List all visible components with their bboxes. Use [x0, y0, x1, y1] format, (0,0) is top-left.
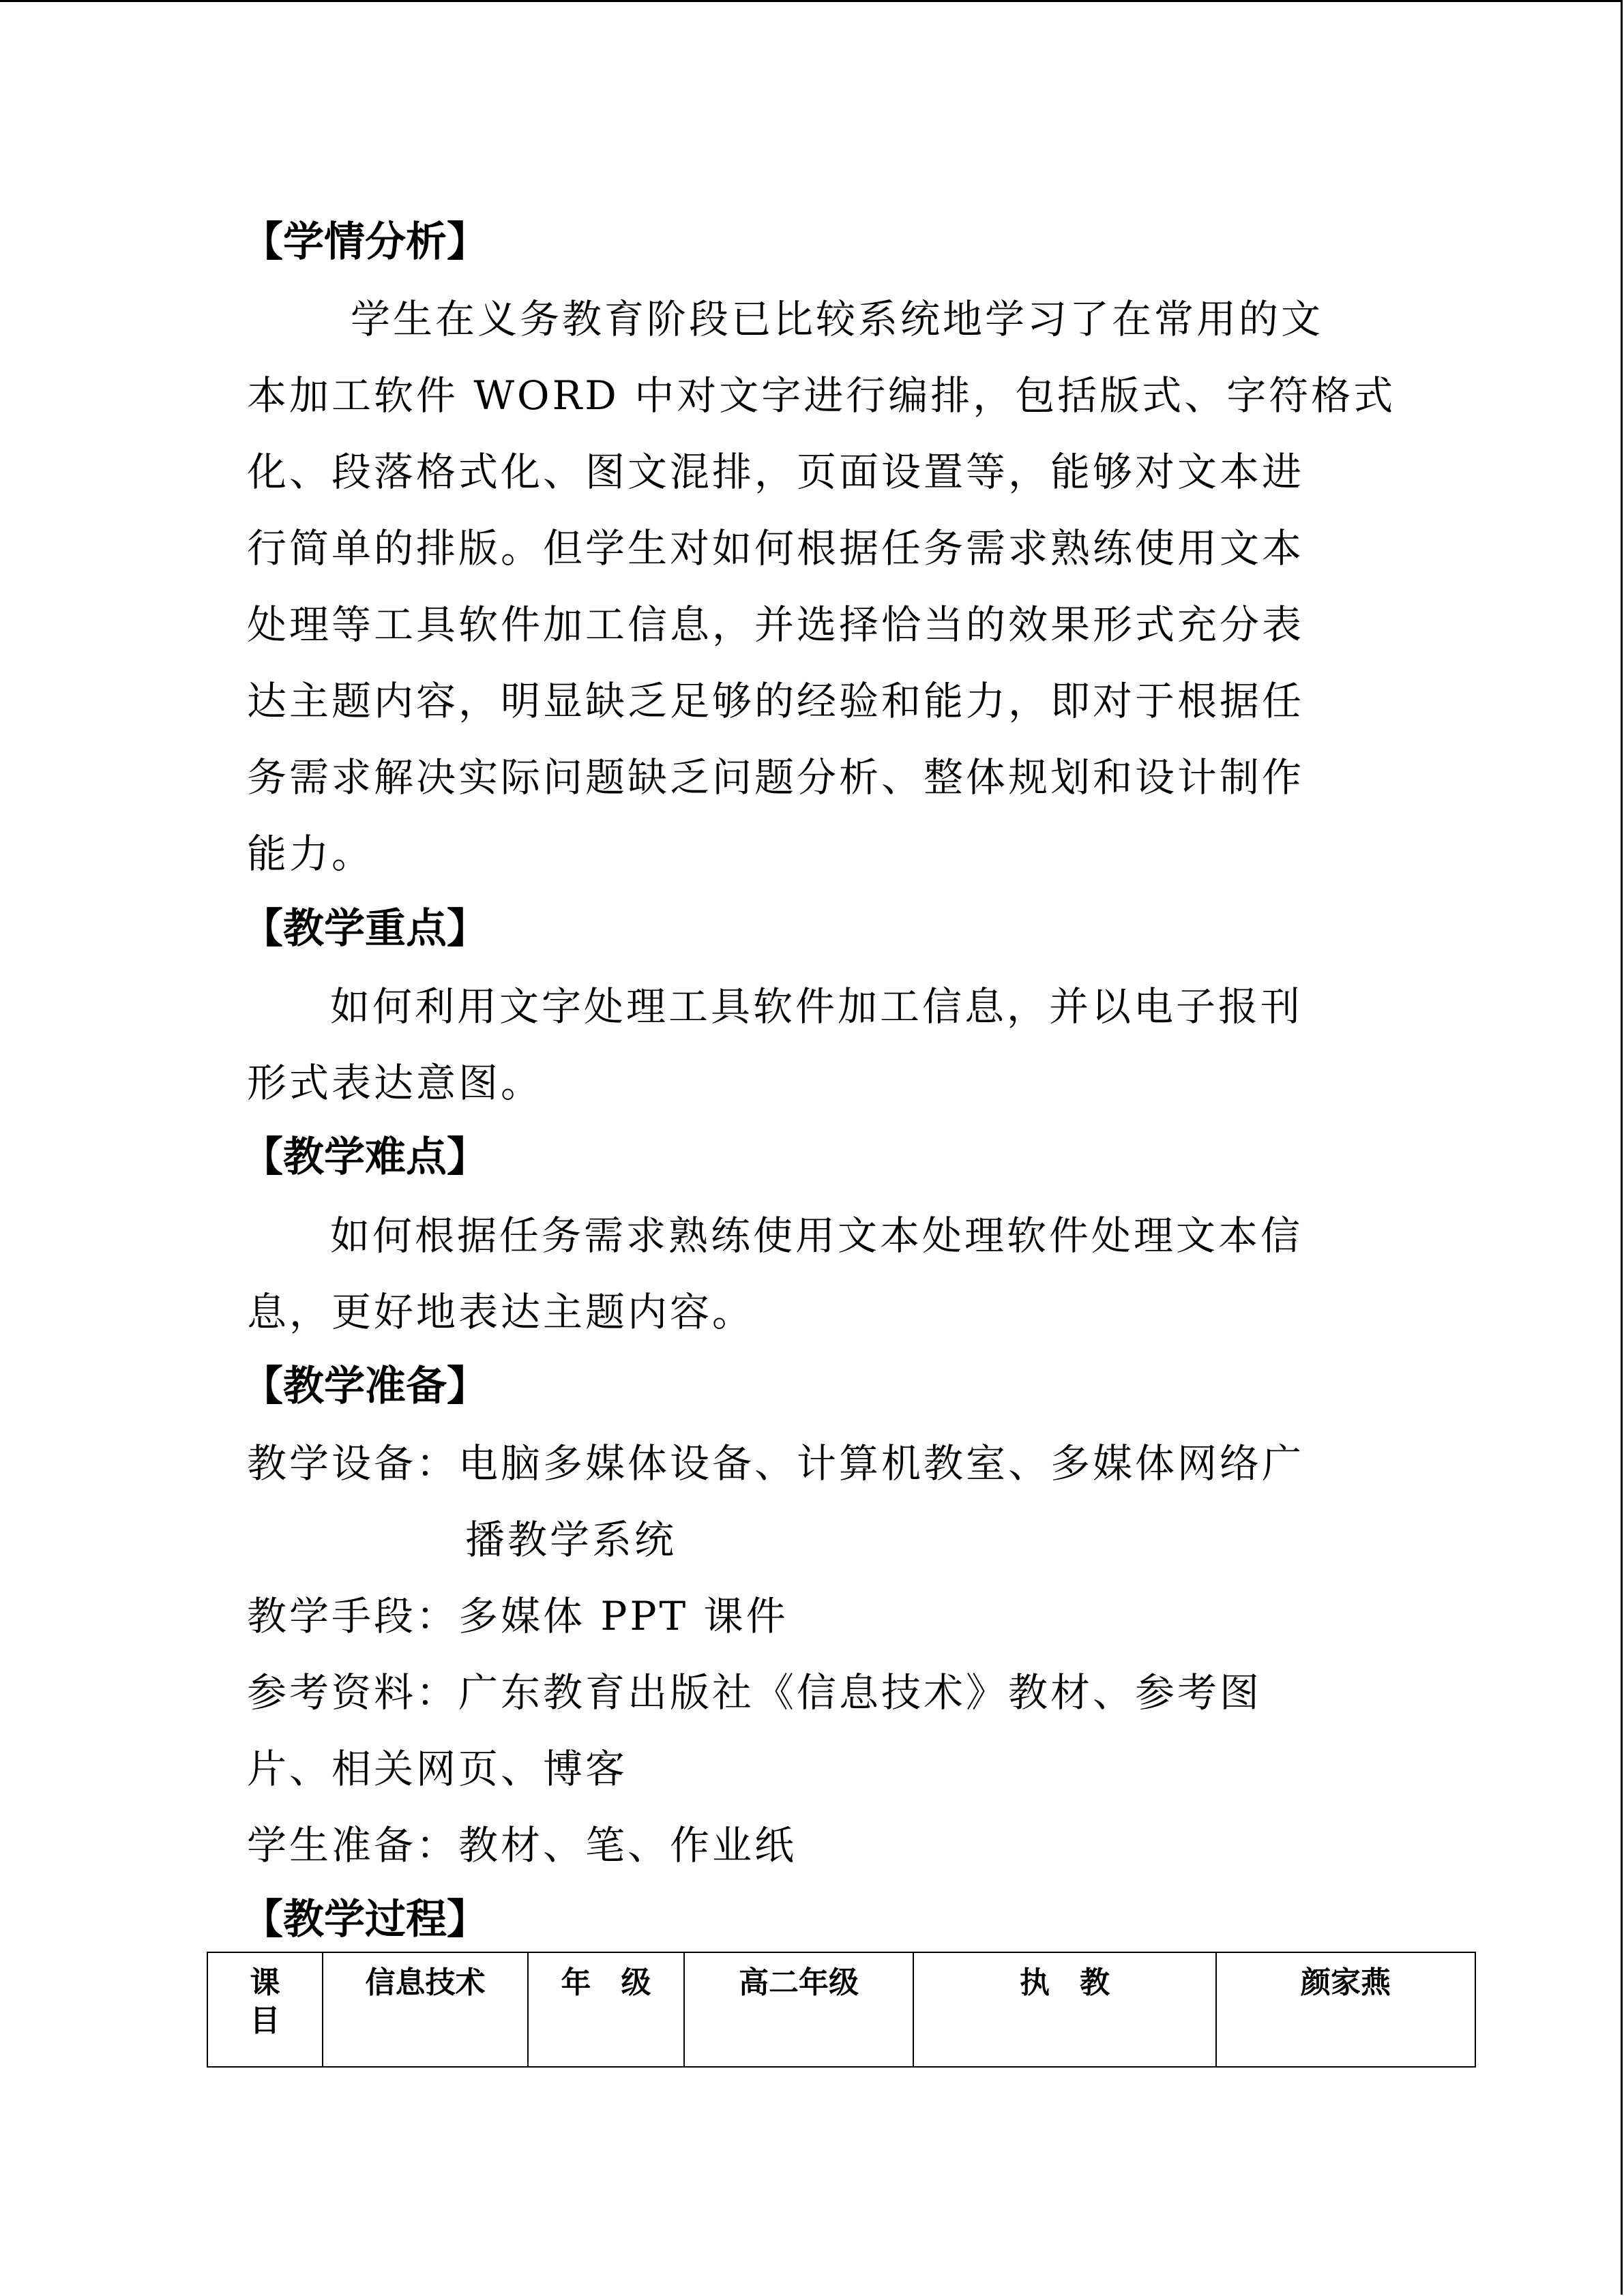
analysis-line-1: 学生在义务教育阶段已比较系统地学习了在常用的文 — [351, 296, 1324, 342]
subject-label: 课目 — [250, 1965, 280, 2038]
analysis-line-7: 务需求解决实际问题缺乏问题分析、整体规划和设计制作 — [247, 754, 1305, 801]
preparation-heading: 【教学准备】 — [242, 1362, 488, 1410]
preparation-means: 教学手段：多媒体 PPT 课件 — [247, 1593, 788, 1639]
key-points-line-1: 如何利用文字处理工具软件加工信息，并以电子报刊 — [330, 983, 1303, 1030]
analysis-line-4: 行简单的排版。但学生对如何根据任务需求熟练使用文本 — [247, 525, 1305, 571]
analysis-line-3: 化、段落格式化、图文混排，页面设置等，能够对文本进 — [247, 449, 1305, 495]
preparation-references: 参考资料：广东教育出版社《信息技术》教材、参考图 — [247, 1669, 1263, 1716]
key-points-heading: 【教学重点】 — [242, 905, 488, 953]
grade-label: 年 级 — [528, 1952, 684, 2067]
teacher-value: 颜家燕 — [1216, 1952, 1475, 2067]
teacher-label: 执 教 — [913, 1952, 1216, 2067]
course-info-table — [207, 1952, 1476, 2068]
preparation-references-cont: 片、相关网页、博客 — [247, 1746, 628, 1792]
analysis-line-6: 达主题内容，明显缺乏足够的经验和能力，即对于根据任 — [247, 678, 1305, 724]
analysis-line-8: 能力。 — [247, 831, 374, 877]
difficulties-heading: 【教学难点】 — [242, 1133, 488, 1181]
table-row — [207, 1952, 1475, 2067]
difficulties-line-2: 息，更好地表达主题内容。 — [247, 1289, 755, 1335]
analysis-heading: 【学情分析】 — [242, 218, 488, 266]
subject-label-cell — [207, 1952, 323, 2067]
process-heading: 【教学过程】 — [242, 1896, 488, 1943]
analysis-paragraph — [247, 281, 1396, 892]
grade-value: 高二年级 — [684, 1952, 913, 2067]
subject-value: 信息技术 — [323, 1952, 528, 2067]
preparation-equipment: 教学设备：电脑多媒体设备、计算机教室、多媒体网络广 — [247, 1440, 1305, 1487]
difficulties-line-1: 如何根据任务需求熟练使用文本处理软件处理文本信 — [330, 1212, 1303, 1259]
analysis-line-5: 处理等工具软件加工信息，并选择恰当的效果形式充分表 — [247, 601, 1305, 648]
difficulties-paragraph — [247, 1197, 1365, 1350]
key-points-line-2: 形式表达意图。 — [247, 1060, 544, 1106]
preparation-student: 学生准备：教材、笔、作业纸 — [247, 1822, 797, 1868]
preparation-equipment-cont: 播教学系统 — [465, 1517, 677, 1563]
analysis-line-2: 本加工软件 WORD 中对文字进行编排，包括版式、字符格式 — [247, 372, 1396, 419]
key-points-paragraph — [247, 968, 1365, 1121]
